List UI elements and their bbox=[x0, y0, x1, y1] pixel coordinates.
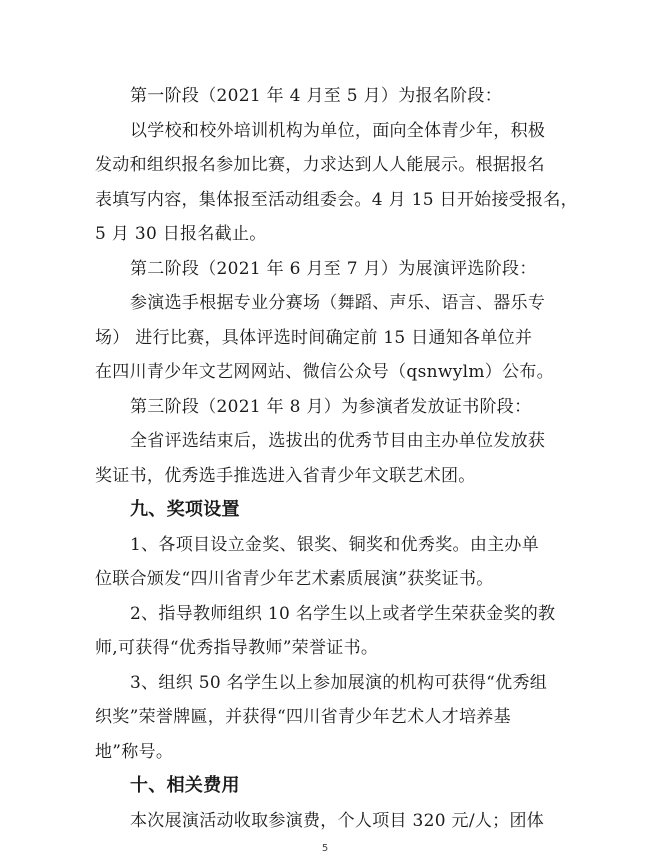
paragraph-line: 位联合颁发“四川省青少年艺术素质展演”获奖证书。 bbox=[95, 569, 494, 589]
paragraph-line: 全省评选结束后，选拔出的优秀节目由主办单位发放获 bbox=[130, 431, 546, 451]
paragraph-line: 5 月 30 日报名截止。 bbox=[95, 224, 267, 244]
paragraph-line: 发动和组织报名参加比赛，力求达到人人能展示。根据报名 bbox=[95, 155, 545, 175]
paragraph-line: 以学校和校外培训机构为单位，面向全体青少年，积极 bbox=[130, 120, 546, 141]
paragraph-line: 2、指导教师组织 10 名学生以上或者学生荣获金奖的教 bbox=[130, 603, 556, 624]
page-number: 5 bbox=[321, 843, 329, 854]
section-heading-awards: 九、奖项设置 bbox=[130, 499, 240, 520]
paragraph-line: 表填写内容，集体报至活动组委会。4 月 15 日开始接受报名， bbox=[95, 189, 578, 210]
stage-three-title: 第三阶段（2021 年 8 月）为参演者发放证书阶段： bbox=[130, 396, 532, 417]
paragraph-line: 本次展演活动收取参演费，个人项目 320 元/人；团体 bbox=[130, 810, 545, 831]
paragraph-line: 场） 进行比赛，具体评选时间确定前 15 日通知各单位并 bbox=[95, 327, 533, 348]
paragraph-line: 地”称号。 bbox=[95, 741, 174, 762]
paragraph-line: 奖证书，优秀选手推选进入省青少年文联艺术团。 bbox=[95, 465, 476, 486]
paragraph-line: 参演选手根据专业分赛场（舞蹈、声乐、语言、器乐专 bbox=[130, 293, 546, 313]
stage-one-title: 第一阶段（2021 年 4 月至 5 月）为报名阶段： bbox=[130, 86, 503, 106]
paragraph-line: 3、组织 50 名学生以上参加展演的机构可获得“优秀组 bbox=[130, 672, 548, 693]
paragraph-line: 在四川青少年文艺网网站、微信公众号（qsnwylm）公布。 bbox=[95, 362, 554, 382]
section-heading-fees: 十、相关费用 bbox=[130, 775, 240, 796]
paragraph-line: 师,可获得“优秀指导教师”荣誉证书。 bbox=[95, 638, 379, 658]
paragraph-line: 1、各项目设立金奖、银奖、铜奖和优秀奖。由主办单 bbox=[130, 534, 540, 555]
paragraph-line: 织奖”荣誉牌匾，并获得“四川省青少年艺术人才培养基 bbox=[95, 707, 511, 727]
stage-two-title: 第二阶段（2021 年 6 月至 7 月）为展演评选阶段： bbox=[130, 258, 537, 279]
